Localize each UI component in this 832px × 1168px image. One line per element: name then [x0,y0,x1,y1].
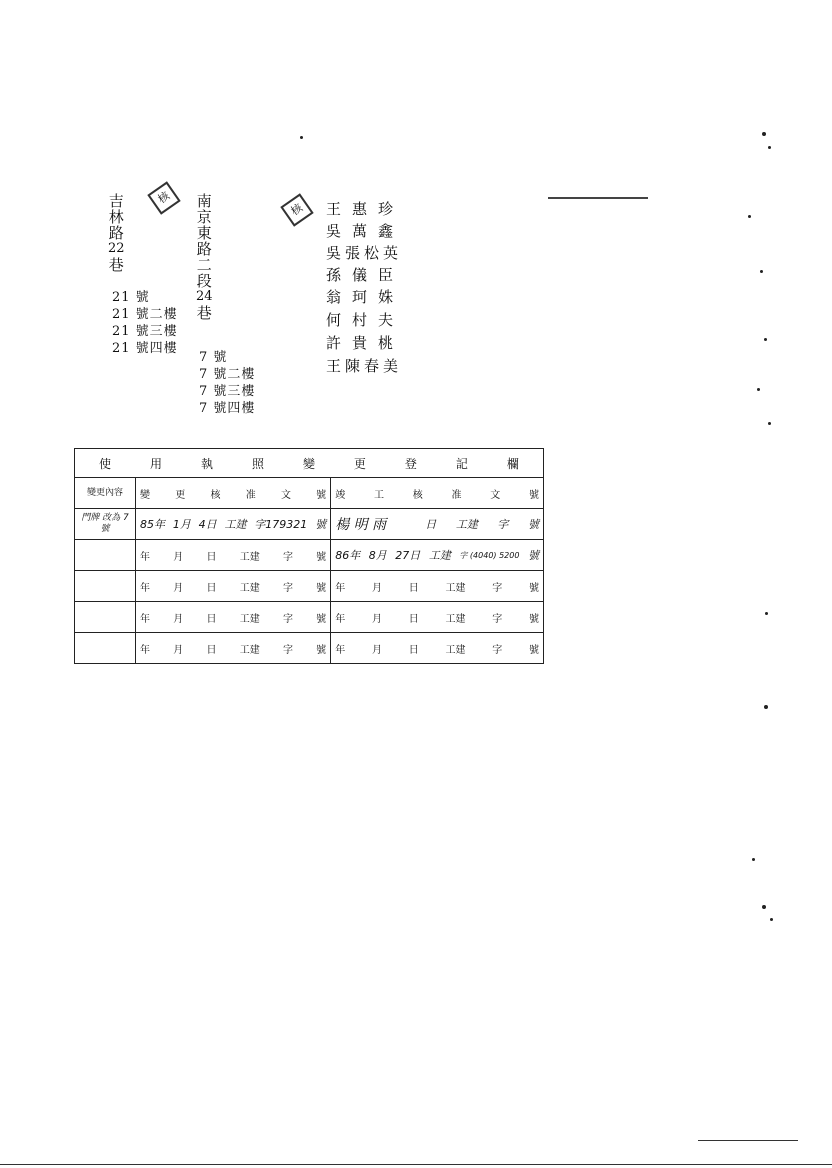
header-change-content: 變更內容 [75,478,136,509]
mid-street-name: 南 京 東 路 二 段 24 巷 [196,192,213,322]
header-change-number: 變 更 核 准 文 號 [140,489,327,501]
approval-stamp: 核 [147,181,180,214]
change-approval-cell: 年 月 日 工建 字 號 [140,644,327,656]
approval-stamp: 核 [280,193,313,226]
table-row [75,602,544,633]
register-title: 使 用 執 照 變 更 登 記 欄 [99,456,519,471]
change-approval-cell: 85年 1月 4日 工建 字179321 號 [140,518,327,531]
table-row [75,571,544,602]
owner-name: 吳萬鑫 [326,222,405,240]
completion-approval-cell: 86年 8月 27日 工建 字 (4040) 5200 號 [335,549,539,562]
owner-name: 孫儀臣 [326,266,405,284]
completion-approval-cell: 年 月 日 工建 字 號 [335,582,539,594]
change-content-cell [75,602,136,633]
table-row [75,633,544,664]
owner-name: 王惠珍 [326,200,405,218]
owner-name: 何村夫 [326,311,405,329]
change-content-cell: 門牌 改為 7號 [75,509,136,540]
owner-name: 王陳春美 [326,357,403,375]
change-approval-cell: 年 月 日 工建 字 號 [140,613,327,625]
change-content-cell [75,540,136,571]
owner-name: 許貴桃 [326,334,405,352]
change-content-cell [75,633,136,664]
change-approval-cell: 年 月 日 工建 字 號 [140,582,327,594]
permit-change-register [74,448,544,664]
header-completion-number: 竣 工 核 准 文 號 [335,489,539,501]
change-approval-cell: 年 月 日 工建 字 號 [140,551,327,563]
table-row [75,509,544,540]
change-content-cell [75,571,136,602]
left-street-name: 吉 林 路 22 巷 [108,192,125,274]
completion-approval-cell: 楊 明 雨 日 工建 字 號 [335,517,539,533]
owner-name: 吳張松英 [326,244,403,262]
owner-name: 翁珂姝 [326,288,405,306]
table-row [75,540,544,571]
completion-approval-cell: 年 月 日 工建 字 號 [335,644,539,656]
register-title-row [75,449,544,478]
register-header-row [75,478,544,509]
completion-approval-cell: 年 月 日 工建 字 號 [335,613,539,625]
